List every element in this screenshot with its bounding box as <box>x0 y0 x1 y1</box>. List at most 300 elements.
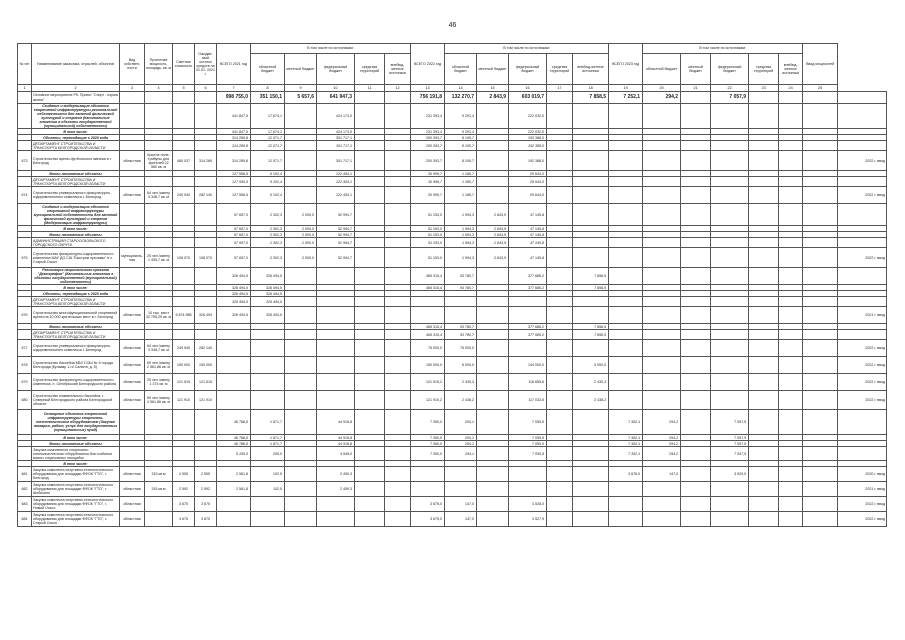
row-name: Вновь начинаемые объекты <box>32 324 120 330</box>
cell <box>838 104 887 129</box>
cell <box>385 330 411 340</box>
cell: 2022 г. ввод <box>838 357 887 374</box>
row-name: Строительство бассейна МБУ СОШ № 5 города Белгорода (бульвар 1-го Салюта, д. 5) <box>32 357 120 374</box>
row-name: Объекты, переходящие с 2020 года <box>32 291 120 297</box>
cell <box>477 357 509 374</box>
cell: 147,0 <box>445 497 477 512</box>
budget-table <box>17 43 887 527</box>
cell <box>803 447 838 461</box>
column-number: 21 <box>681 85 711 92</box>
cell <box>317 340 355 357</box>
cell: 424 173,0 <box>317 104 355 129</box>
cell: 1 185,7 <box>445 187 477 204</box>
cell: 2 000,0 <box>285 238 317 248</box>
row-name: Строительство универсального физкультурно-оздоровительного комплекса г. Белгород <box>32 340 120 357</box>
cell <box>573 467 609 482</box>
cell: 192 388,0 <box>509 141 547 151</box>
cell <box>803 410 838 435</box>
cell: 144 000,0 <box>509 357 547 374</box>
cell <box>195 297 217 307</box>
cell: 30 999,7 <box>411 187 445 204</box>
cell <box>385 374 411 391</box>
cell <box>355 141 385 151</box>
cell <box>749 268 779 285</box>
column-number: 4 <box>145 85 173 92</box>
row-number: 674 <box>18 187 32 204</box>
header-regional-2023: областной бюджет <box>643 54 681 85</box>
cell <box>547 482 573 497</box>
cell <box>749 187 779 204</box>
cell <box>317 497 355 512</box>
cell <box>385 391 411 410</box>
cell <box>120 447 145 461</box>
cell: 326 494,5 <box>217 268 251 285</box>
cell: 7 057,9 <box>711 441 749 447</box>
cell <box>385 467 411 482</box>
column-number-row <box>18 85 887 92</box>
cell <box>547 141 573 151</box>
cell <box>547 497 573 512</box>
cell <box>681 141 711 151</box>
row-name: Вновь начинаемые объекты <box>32 441 120 447</box>
cell: 2022 г. ввод <box>838 151 887 171</box>
cell: 3 675 <box>173 497 195 512</box>
cell <box>803 104 838 129</box>
cell <box>173 204 195 226</box>
cell: областная <box>120 497 145 512</box>
cell: 351 150,1 <box>251 92 285 104</box>
row-number <box>18 330 32 340</box>
cell <box>779 204 803 226</box>
cell: 44 916,8 <box>317 441 355 447</box>
cell <box>573 151 609 171</box>
cell <box>477 187 509 204</box>
cell <box>573 512 609 527</box>
cell: 29 644,0 <box>509 177 547 187</box>
cell: 9 291,4 <box>445 104 477 129</box>
column-number: 6 <box>195 85 217 92</box>
table-row <box>18 357 887 374</box>
cell <box>355 187 385 204</box>
cell <box>217 357 251 374</box>
cell: 200 393,7 <box>411 151 445 171</box>
table-row <box>18 340 887 357</box>
cell <box>285 512 317 527</box>
cell <box>173 177 195 187</box>
cell <box>385 92 411 104</box>
header-total-2021: ВСЕГО 2021 год <box>217 44 251 85</box>
cell <box>173 92 195 104</box>
table-row <box>18 187 887 204</box>
cell: 3 529,0 <box>711 467 749 482</box>
cell <box>285 187 317 204</box>
cell: 46 786,5 <box>217 435 251 441</box>
cell: 10 тыс. мест 32 755,29 кв. м <box>145 307 173 324</box>
cell <box>643 512 681 527</box>
cell: 200 393,7 <box>411 141 445 151</box>
cell <box>803 467 838 482</box>
cell <box>195 447 217 461</box>
cell <box>711 141 749 151</box>
cell: 5 155,0 <box>217 447 251 461</box>
cell: 7 057,9 <box>711 92 749 104</box>
cell: 2020 г. ввод <box>838 467 887 482</box>
cell: 231 393,4 <box>411 104 445 129</box>
column-number: 8 <box>251 85 285 92</box>
cell: 2022 г. ввод <box>838 187 887 204</box>
cell: 7 057,9 <box>711 447 749 461</box>
column-number: 3 <box>120 85 145 92</box>
cell <box>285 104 317 129</box>
cell: 315 кв.м <box>145 467 173 482</box>
cell: 294,1 <box>445 441 477 447</box>
row-name: Закупка комплектов спортивно-технологического оборудования для создания малых спортивных площадок <box>32 447 120 461</box>
table-row <box>18 177 887 187</box>
row-number <box>18 268 32 285</box>
header-local-2021: местный бюджет <box>285 54 317 85</box>
cell <box>803 151 838 171</box>
cell: 465 315,4 <box>411 330 445 340</box>
table-row <box>18 238 887 248</box>
row-name: Закупка комплекта спортивно-технологического оборудования для площадки ФФОК "ГТО", г. Новый Оскол <box>32 497 120 512</box>
cell: 57 657,0 <box>217 226 251 232</box>
column-number: 20 <box>643 85 681 92</box>
cell <box>120 410 145 435</box>
cell <box>779 410 803 435</box>
cell: 51 153,0 <box>411 226 445 232</box>
cell <box>317 357 355 374</box>
cell: 52 994,7 <box>317 226 355 232</box>
cell: 2022 г. ввод <box>838 497 887 512</box>
header-sources-2021: В том числе по источникам: <box>251 44 411 54</box>
cell: 29 644,0 <box>509 187 547 204</box>
cell <box>749 340 779 357</box>
cell: 52 994,7 <box>317 238 355 248</box>
cell: 2 430,3 <box>445 374 477 391</box>
cell: 2 000,0 <box>285 248 317 268</box>
cell: 93 780,7 <box>445 324 477 330</box>
cell <box>838 268 887 285</box>
header-sources-2022: В том числе по источникам: <box>445 44 609 54</box>
cell <box>477 410 509 435</box>
cell <box>779 482 803 497</box>
cell: 377 686,2 <box>509 330 547 340</box>
cell: 51 153,0 <box>411 238 445 248</box>
cell <box>681 177 711 187</box>
cell <box>120 268 145 285</box>
cell <box>385 497 411 512</box>
cell: 150 000 <box>173 357 195 374</box>
cell <box>285 447 317 461</box>
cell <box>355 248 385 268</box>
cell: 2 302,3 <box>251 232 285 238</box>
cell: 52 994,7 <box>317 248 355 268</box>
header-federal-2022: федеральный бюджет <box>509 54 547 85</box>
cell: 2 843,9 <box>477 238 509 248</box>
cell <box>573 340 609 357</box>
cell <box>145 297 173 307</box>
header-commission: Ввод мощностей <box>803 44 838 85</box>
cell <box>173 447 195 461</box>
cell <box>477 497 509 512</box>
cell <box>779 92 803 104</box>
cell <box>251 357 285 374</box>
row-name: Закупка комплекта спортивно-технологического оборудования для площадки ФФОК "ГТО", г. Шебекино <box>32 482 120 497</box>
cell <box>609 297 643 307</box>
cell: 2 843,9 <box>477 92 509 104</box>
cell <box>477 177 509 187</box>
column-number: 12 <box>385 85 411 92</box>
cell <box>385 238 411 248</box>
cell: 132 270,7 <box>445 92 477 104</box>
cell <box>609 141 643 151</box>
cell <box>145 177 173 187</box>
cell: 249 940 <box>173 187 195 204</box>
cell <box>749 297 779 307</box>
row-number: 684 <box>18 512 32 527</box>
cell <box>285 330 317 340</box>
cell <box>547 297 573 307</box>
cell: 0 000,0 <box>573 357 609 374</box>
cell: 46 786,5 <box>217 410 251 435</box>
cell <box>173 141 195 151</box>
row-number <box>18 104 32 129</box>
cell <box>477 447 509 461</box>
cell <box>355 297 385 307</box>
cell <box>145 512 173 527</box>
cell: 57 657,0 <box>217 204 251 226</box>
cell: 52 994,7 <box>317 204 355 226</box>
cell: 2 459,3 <box>317 467 355 482</box>
row-number <box>18 141 32 151</box>
cell <box>749 410 779 435</box>
cell <box>749 357 779 374</box>
cell: 3 675,0 <box>411 512 445 527</box>
cell <box>711 204 749 226</box>
cell <box>355 92 385 104</box>
cell <box>477 307 509 324</box>
cell <box>681 357 711 374</box>
cell: 314 289,8 <box>217 135 251 141</box>
cell <box>477 104 509 129</box>
cell: 127 556,5 <box>217 187 251 204</box>
cell: 2 592 <box>195 482 217 497</box>
cell <box>711 248 749 268</box>
cell <box>477 268 509 285</box>
cell <box>803 187 838 204</box>
cell <box>838 141 887 151</box>
row-number: 675 <box>18 248 32 268</box>
cell: 377 686,2 <box>509 324 547 330</box>
cell <box>355 447 385 461</box>
column-number: 10 <box>317 85 355 92</box>
cell: 465 315,4 <box>411 268 445 285</box>
cell <box>547 307 573 324</box>
cell: 206,0 <box>251 447 285 461</box>
header-no: № п/п <box>18 44 32 85</box>
cell <box>711 297 749 307</box>
column-number: 18 <box>573 85 609 92</box>
cell: 301 717,1 <box>317 135 355 141</box>
cell: 3 675 <box>195 497 217 512</box>
cell <box>573 447 609 461</box>
cell <box>803 141 838 151</box>
cell: 122 454,1 <box>317 171 355 177</box>
cell: 2 555 <box>195 467 217 482</box>
cell <box>749 391 779 410</box>
row-name: Объекты, переходящие с 2020 года <box>32 135 120 141</box>
cell: 30 999,7 <box>411 171 445 177</box>
cell <box>643 238 681 248</box>
table-row <box>18 330 887 340</box>
cell <box>749 177 779 187</box>
table-row <box>18 268 887 285</box>
cell: 441 847,5 <box>217 129 251 135</box>
cell <box>547 391 573 410</box>
cell <box>779 177 803 187</box>
cell <box>195 330 217 340</box>
cell: 2 843,9 <box>477 248 509 268</box>
cell <box>573 177 609 187</box>
header-total-2023: ВСЕГО 2023 год <box>609 44 643 85</box>
cell <box>355 374 385 391</box>
cell <box>285 297 317 307</box>
cell <box>803 482 838 497</box>
cell: 2 561,8 <box>217 467 251 482</box>
cell: 2022 г. ввод <box>838 512 887 527</box>
cell: областная <box>120 374 145 391</box>
cell <box>803 497 838 512</box>
row-name: Строительство арены футбольного манежа в г. Белгород <box>32 151 120 171</box>
cell <box>445 467 477 482</box>
row-number: 676 <box>18 307 32 324</box>
cell: 64 чел./смену 3 348,7 кв. м <box>145 340 173 357</box>
row-number <box>18 447 32 461</box>
cell <box>609 357 643 374</box>
cell: 75 000,0 <box>445 340 477 357</box>
cell <box>609 248 643 268</box>
cell: 1 871,7 <box>251 435 285 441</box>
cell <box>317 268 355 285</box>
cell <box>317 330 355 340</box>
header-local-2022: местный бюджет <box>477 54 509 85</box>
cell <box>317 374 355 391</box>
cell: 7 057,9 <box>711 410 749 435</box>
cell: 12 571,7 <box>251 141 285 151</box>
table-row <box>18 482 887 497</box>
cell: 7 352,1 <box>609 435 643 441</box>
cell <box>749 512 779 527</box>
cell <box>681 374 711 391</box>
cell <box>477 374 509 391</box>
cell: 7 350,0 <box>411 441 445 447</box>
column-number: 19 <box>609 85 643 92</box>
cell <box>779 297 803 307</box>
cell <box>547 204 573 226</box>
cell: 3 675,0 <box>411 497 445 512</box>
table-row <box>18 307 887 324</box>
cell: 192 388,0 <box>509 135 547 141</box>
cell <box>285 340 317 357</box>
table-row <box>18 512 887 527</box>
cell <box>145 104 173 129</box>
cell <box>251 497 285 512</box>
cell <box>779 248 803 268</box>
cell <box>573 297 609 307</box>
cell <box>749 307 779 324</box>
cell: 2 592 <box>173 482 195 497</box>
cell <box>749 248 779 268</box>
cell <box>779 141 803 151</box>
header-row-1 <box>18 44 887 54</box>
cell <box>477 482 509 497</box>
row-number: 677 <box>18 340 32 357</box>
cell <box>385 410 411 435</box>
column-number: 9 <box>285 85 317 92</box>
cell <box>477 340 509 357</box>
cell <box>477 391 509 410</box>
cell <box>411 482 445 497</box>
cell <box>547 340 573 357</box>
cell <box>838 204 887 226</box>
cell <box>385 482 411 497</box>
cell <box>643 141 681 151</box>
cell: 294,1 <box>445 410 477 435</box>
cell <box>120 104 145 129</box>
row-name: Вновь начинаемые объекты <box>32 171 120 177</box>
cell: 294,2 <box>643 441 681 447</box>
cell <box>355 512 385 527</box>
cell: 47 145,8 <box>509 204 547 226</box>
header-name: Наименование заказчика, отраслей, объектов <box>32 44 120 85</box>
cell <box>217 340 251 357</box>
row-number: 682 <box>18 482 32 497</box>
row-name: Вновь начинаемые объекты <box>32 232 120 238</box>
cell: 44 916,8 <box>317 410 355 435</box>
header-cost: Сметная стоимость <box>173 44 195 85</box>
cell: 3 676,0 <box>609 467 643 482</box>
cell <box>609 307 643 324</box>
cell: 326 494,5 <box>217 285 251 291</box>
cell <box>145 141 173 151</box>
cell <box>285 467 317 482</box>
cell: 2 561,8 <box>217 482 251 497</box>
cell <box>195 204 217 226</box>
cell <box>509 307 547 324</box>
cell <box>803 374 838 391</box>
cell <box>803 357 838 374</box>
table-row <box>18 467 887 482</box>
row-number <box>18 177 32 187</box>
cell: 1 994,3 <box>445 204 477 226</box>
cell <box>285 307 317 324</box>
cell: областная <box>120 187 145 204</box>
cell: 7 350,0 <box>411 447 445 461</box>
column-number: 24 <box>779 85 803 92</box>
cell <box>445 307 477 324</box>
row-name: Оснащение объектов спортивной инфраструктуры спортивно-технологическим оборудованием (Закупка товаров, работ, услуг для государственных (муниципальных) нужд) <box>32 410 120 435</box>
cell: 52 994,7 <box>317 232 355 238</box>
cell: 1 185,7 <box>445 177 477 187</box>
cell <box>217 330 251 340</box>
cell: 2 843,9 <box>477 204 509 226</box>
cell <box>749 204 779 226</box>
cell <box>681 187 711 204</box>
cell: 102,5 <box>251 467 285 482</box>
cell <box>681 92 711 104</box>
row-name: Строительство физкультурно-оздоровительного комплекса МАУ ДО СШ "Быстрые приливы" в с. Старый Оскол <box>32 248 120 268</box>
cell <box>779 104 803 129</box>
